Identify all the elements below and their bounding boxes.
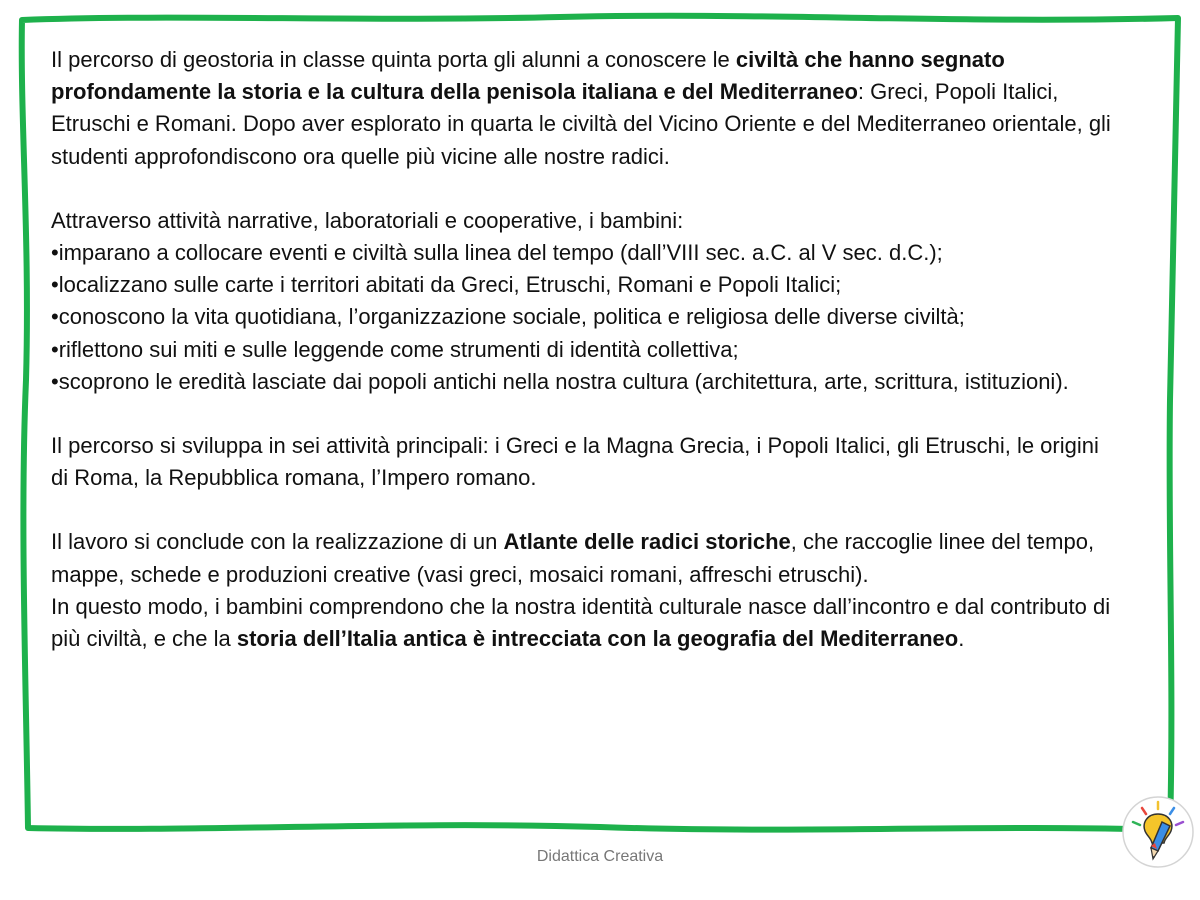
conclusion-text-2: , che raccoglie linee del tempo, mappe, schede e produzioni creative (vasi greci, mosaici romani, affreschi etruschi). bbox=[51, 529, 1095, 587]
list-item: •imparano a collocare eventi e civiltà sulla linea del tempo (dall’VIII sec. a.C. al V sec. d.C.); bbox=[51, 240, 943, 266]
conclusion-paragraph bbox=[51, 526, 1111, 590]
structure-paragraph: Il percorso si sviluppa in sei attività principali: i Greci e la Magna Grecia, i Popoli Italici, gli Etruschi, le origini di Roma, la Repubblica romana, l’Impero romano. bbox=[51, 433, 1099, 491]
intro-text-1: Il percorso di geostoria in classe quinta porta gli alunni a conoscere le bbox=[51, 47, 736, 72]
closing-text-2: . bbox=[958, 626, 965, 652]
list-item: •localizzano sulle carte i territori abitati da Greci, Etruschi, Romani e Popoli Italici; bbox=[51, 272, 842, 298]
closing-text-1: In questo modo, i bambini comprendono che la nostra identità culturale nasce dall’incontro e dal contributo di più civiltà, e che la bbox=[51, 593, 1111, 652]
list-item: •riflettono sui miti e sulle leggende come strumenti di identità collettiva; bbox=[51, 336, 739, 362]
footer-label: Didattica Creativa bbox=[536, 848, 664, 865]
list-item: •scoprono le eredità lasciate dai popoli antichi nella nostra cultura (architettura, arte, scrittura, istituzioni). bbox=[51, 368, 1069, 394]
lightbulb-pencil-icon bbox=[1120, 794, 1196, 870]
closing-bold: storia dell’Italia antica è intrecciata con la geografia del Mediterraneo bbox=[236, 626, 959, 652]
main-text bbox=[51, 44, 1111, 655]
intro-bold: civiltà che hanno segnato profondamente la storia e la cultura della penisola italiana e del Mediterraneo bbox=[51, 47, 1005, 105]
conclusion-text-1: Il lavoro si conclude con la realizzazione di un bbox=[51, 529, 504, 555]
conclusion-bold: Atlante delle radici storiche bbox=[503, 529, 791, 555]
closing-paragraph bbox=[51, 591, 1111, 655]
activities-paragraph bbox=[51, 205, 1111, 398]
activities-lead: Attraverso attività narrative, laboratoriali e cooperative, i bambini: bbox=[51, 207, 684, 233]
intro-paragraph bbox=[51, 44, 1111, 173]
intro-text-2: : Greci, Popoli Italici, Etruschi e Romani. Dopo aver esplorato in quarta le civiltà del Vicino Oriente e del Mediterraneo orientale, gli studenti approfondiscono ora quelle più vicine alle nostre radici. bbox=[51, 79, 1111, 169]
list-item: •conoscono la vita quotidiana, l’organizzazione sociale, politica e religiosa delle diverse civiltà; bbox=[51, 304, 965, 330]
